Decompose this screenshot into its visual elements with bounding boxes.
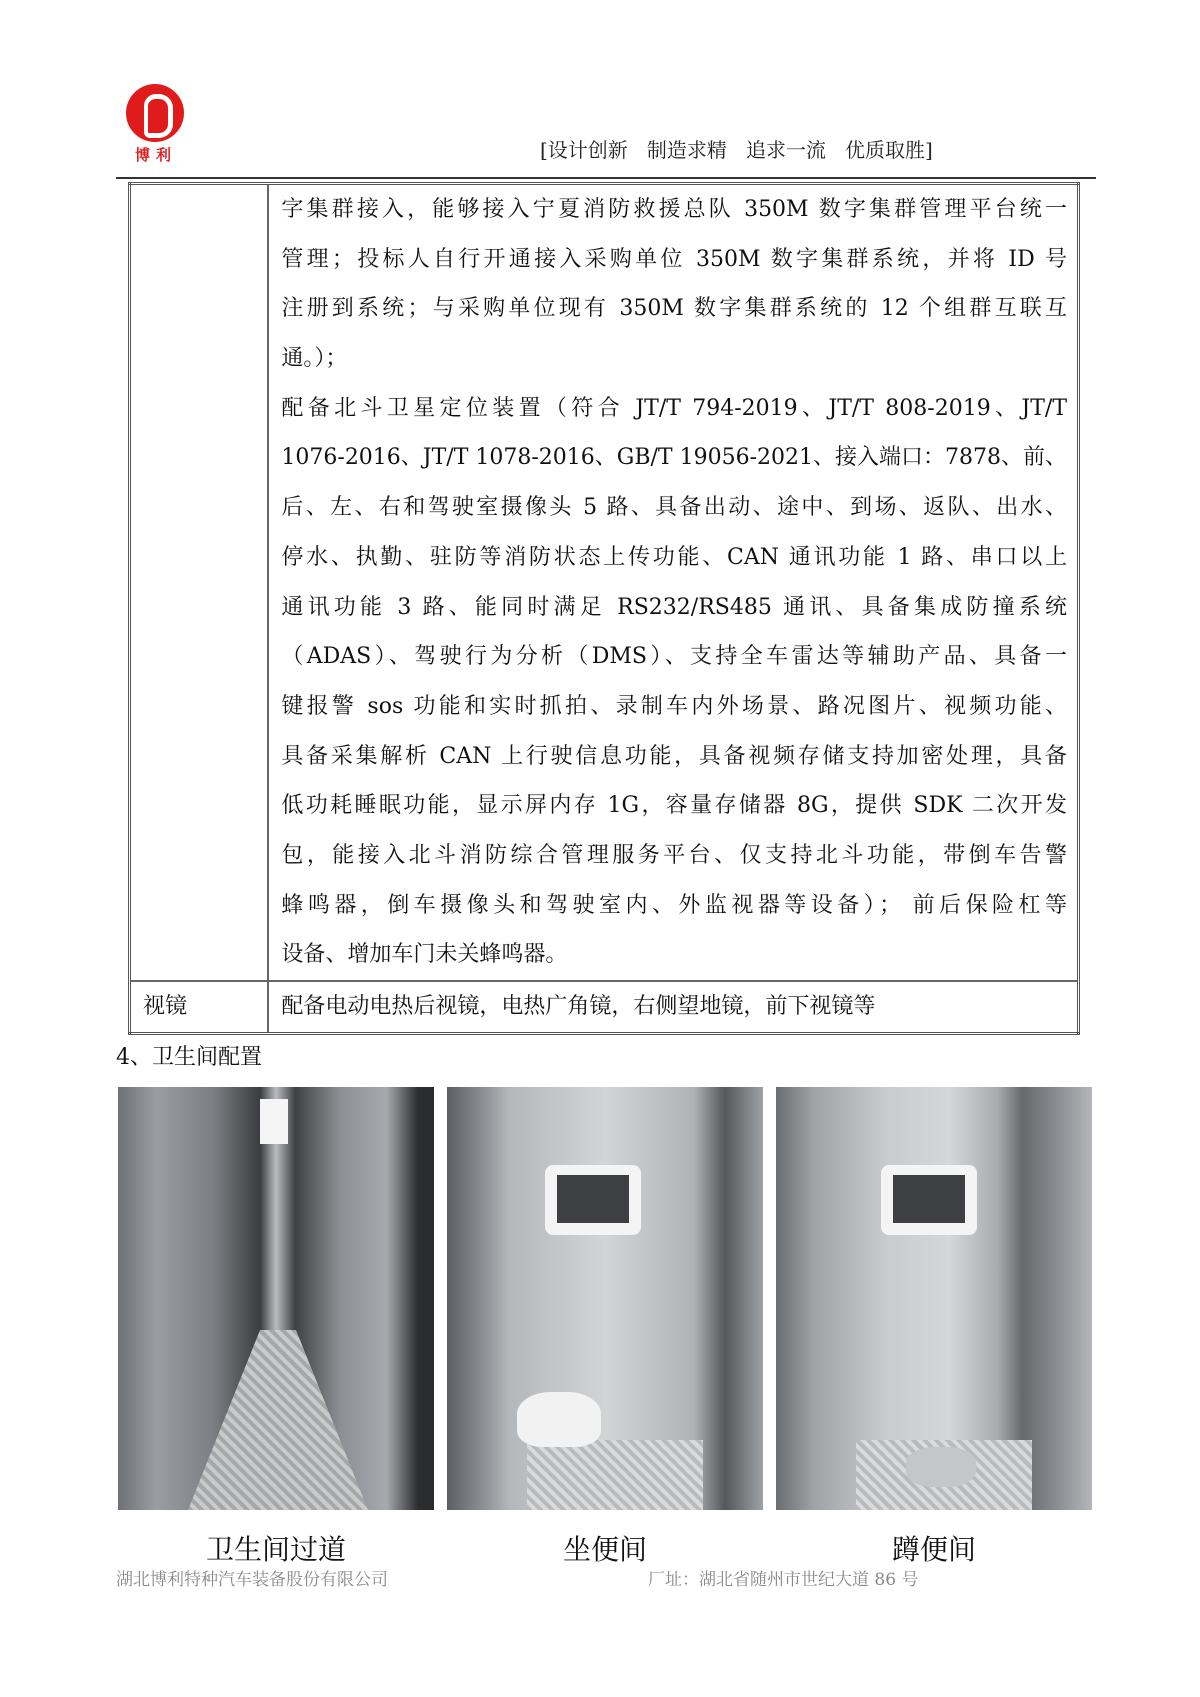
text-line: 通。）； — [281, 346, 348, 372]
row-content — [268, 184, 1078, 982]
table-row — [130, 184, 1079, 982]
text-line: 管理；投标人自行开通接入采购单位 350M 数字集群系统，并将 ID 号 — [281, 246, 1067, 272]
spec-table — [128, 182, 1080, 1035]
text-line: 键报警 sos 功能和实时抓拍、录制车内外场景、路况图片、视频功能、 — [281, 693, 1067, 719]
squat-toilet — [906, 1447, 976, 1487]
text-line: 停水、执勤、驻防等消防状态上传功能、CAN 通讯功能 1 路、串口以上 — [281, 544, 1067, 570]
text-line: 注册到系统；与采购单位现有 350M 数字集群系统的 12 个组群互联互 — [281, 296, 1067, 322]
company-logo — [124, 84, 188, 164]
text-line: 字集群接入，能够接入宁夏消防救援总队 350M 数字集群管理平台统一 — [281, 197, 1067, 222]
text-line: 包，能接入北斗消防综合管理服务平台、仅支持北斗功能，带倒车告警 — [281, 842, 1067, 868]
footer-company: 湖北博利特种汽车装备股份有限公司 — [116, 1570, 388, 1590]
row-label — [130, 184, 269, 982]
corridor-floor — [188, 1330, 368, 1510]
photo-caption: 卫生间过道 — [205, 1533, 346, 1566]
text-line: 低功耗睡眠功能，显示屏内存 1G，容量存储器 8G，提供 SDK 二次开发 — [281, 793, 1067, 819]
text-line: 通讯功能 3 路、能同时满足 RS232/RS485 通讯、具备集成防撞系统 — [281, 594, 1067, 620]
header-motto: [设计创新 制造求精 追求一流 优质取胜] — [540, 138, 933, 162]
text-line: 配备北斗卫星定位装置（符合 JT/T 794-2019、JT/T 808-2019、JT/T — [281, 395, 1067, 421]
photo-sitting-toilet — [447, 1087, 763, 1510]
text-line: 蜂鸣器，倒车摄像头和驾驶室内、外监视器等设备）； 前后保险杠等 — [281, 892, 1067, 918]
photo-caption: 蹲便间 — [891, 1533, 976, 1566]
footer-address: 厂址：湖北省随州市世纪大道 86 号 — [648, 1570, 919, 1590]
logo-mark-icon — [126, 84, 184, 142]
text-line: 后、左、右和驾驶室摄像头 5 路、具备出动、途中、到场、返队、出水、 — [281, 495, 1067, 521]
row-content-mirror: 配备电动电热后视镜，电热广角镜，右侧望地镜，前下视镜等 — [268, 981, 1078, 1034]
photo-corridor — [118, 1087, 434, 1510]
window — [545, 1165, 641, 1235]
text-line: 1076-2016、JT/T 1078-2016、GB/T 19056-2021、接入端口：7878、前、 — [281, 445, 1067, 471]
ceiling-light — [260, 1099, 288, 1144]
text-line: 设备、增加车门未关蜂鸣器。 — [281, 942, 568, 968]
text-line: 具备采集解析 CAN 上行驶信息功能，具备视频存储支持加密处理，具备 — [281, 743, 1067, 769]
section-title: 4、卫生间配置 — [116, 1045, 262, 1070]
logo-text: 博利 — [134, 146, 177, 164]
photo-squat-toilet — [776, 1087, 1092, 1510]
table-row — [130, 981, 1079, 1034]
header-divider — [116, 177, 1096, 179]
photo-caption: 坐便间 — [562, 1533, 647, 1566]
floor — [527, 1440, 703, 1510]
row-label-mirror: 视镜 — [130, 981, 269, 1034]
text-line: （ADAS）、驾驶行为分析（DMS）、支持全车雷达等辅助产品、具备一 — [281, 644, 1067, 670]
toilet — [517, 1392, 601, 1447]
window — [881, 1165, 977, 1235]
